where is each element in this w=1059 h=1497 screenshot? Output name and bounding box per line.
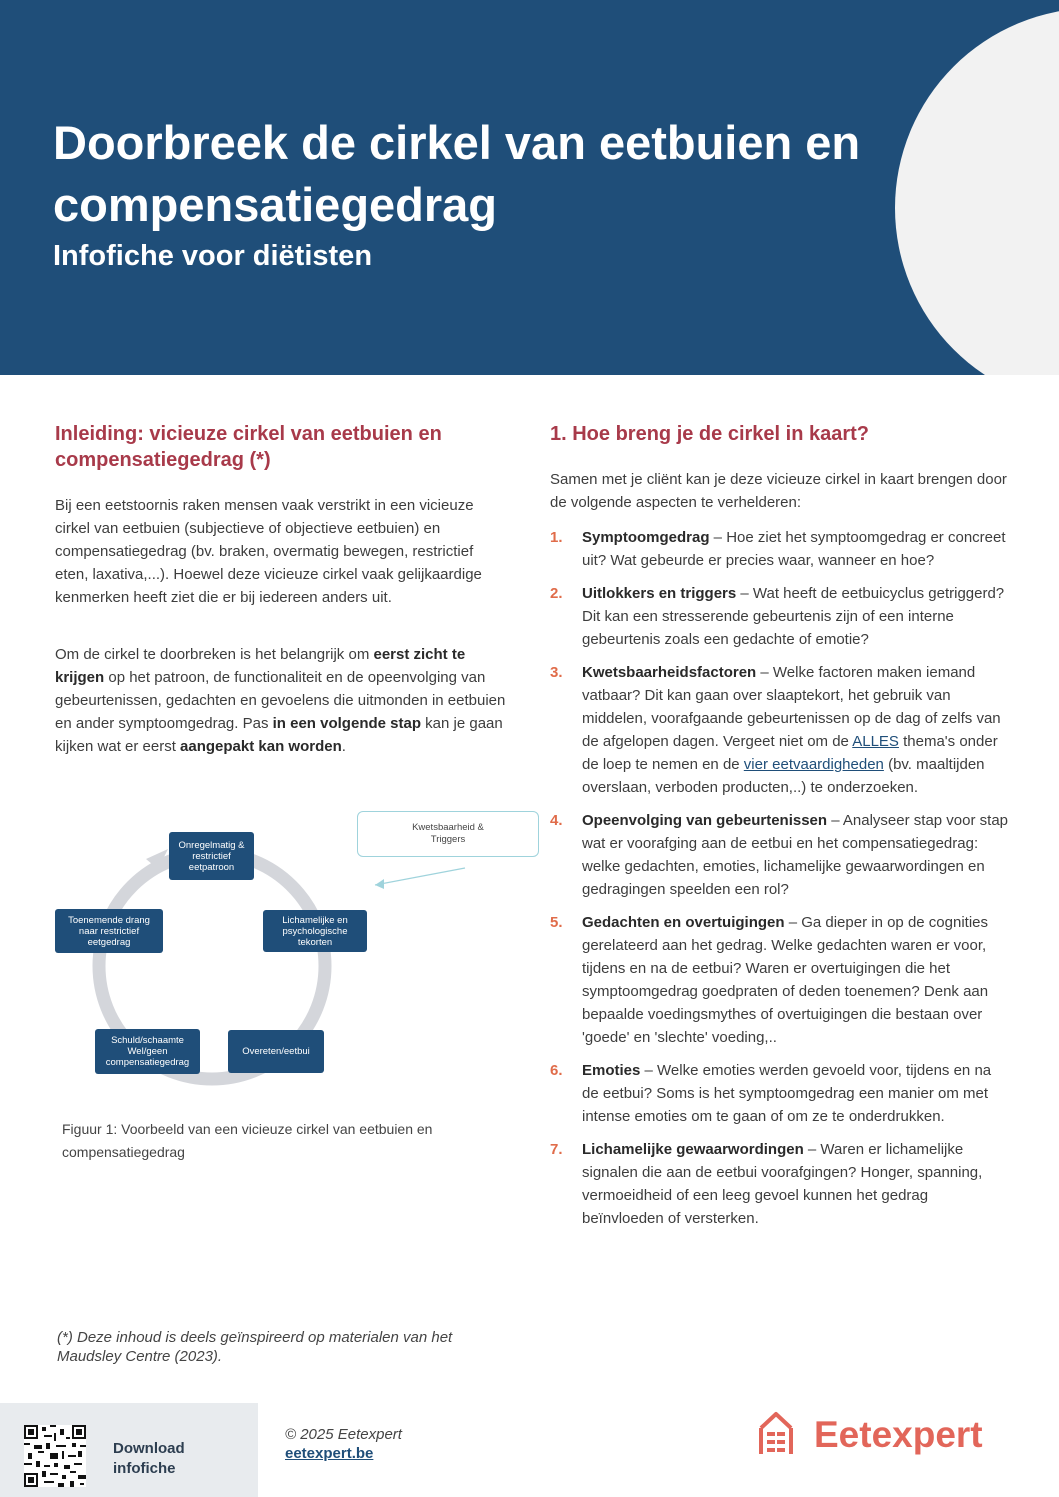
decorative-circle	[895, 8, 1059, 375]
list-item: 5. Gedachten en overtuigingen – Ga dieper in op de cognities gerelateerd aan het gedrag. Welke gedachten waren er voor, tijdens en na de eetbui? Waren er overtuigingen die het symptoomgedrag goedpraten of deden toenemen? Denk aan bepaalde voedingsmythes of overtuigingen die bestaan over 'goede' en 'slechte' voeding,..	[550, 914, 989, 1046]
website-link[interactable]: eetexpert.be	[285, 1445, 374, 1462]
list-item: 2. Uitlokkers en triggers – Wat heeft de eetbuicyclus getriggerd? Dit kan een stresserende gebeurtenis zijn of een interne gebeurtenis zoals een gedachte of emotie?	[550, 585, 1005, 648]
list-item: 6. Emoties – Welke emoties werden gevoeld voor, tijdens en na de eetbui? Soms is het symptoomgedrag een manier om met intense emoties om te gaan of om ze te onderdrukken.	[550, 1062, 992, 1125]
page-subtitle: Infofiche voor diëtisten	[53, 240, 373, 272]
figure-caption: Figuur 1: Voorbeeld van een vicieuze cirkel van eetbuien en compensatiegedrag	[62, 1121, 433, 1160]
cycle-node-restrictive-urge: Toenemende drang naar restrictief eetgedrag	[55, 909, 163, 953]
list-item: 7. Lichamelijke gewaarwordingen – Waren er lichamelijke signalen die aan de eetbui voorafgingen? Honger, spanning, vermoeidheid of een leeg gevoel kunnen het gedrag beïnvloeden of versterken.	[550, 1141, 983, 1227]
cycle-node-deficits: Lichamelijke en psychologische tekorten	[263, 910, 367, 952]
vicious-cycle-diagram	[50, 805, 545, 1095]
aspects-list	[550, 526, 1010, 1240]
footnote: (*) Deze inhoud is deels geïnspireerd op materialen van het Maudsley Centre (2023).	[57, 1329, 453, 1365]
cycle-node-binge: Overeten/eetbui	[228, 1030, 324, 1073]
vulnerability-triggers-callout: Kwetsbaarheid & Triggers	[357, 811, 539, 857]
eetexpert-logo	[757, 1410, 1007, 1460]
house-logo-icon	[757, 1410, 807, 1458]
download-panel	[0, 1403, 258, 1497]
section-1-heading: 1. Hoe breng je de cirkel in kaart?	[550, 423, 870, 445]
intro-paragraph-1: Bij een eetstoornis raken mensen vaak verstrikt in een vicieuze cirkel van eetbuien (subjectieve of objectieve eetbuien) en compensatiegedrag (bv. braken, overmatig bewegen, restrictief eten, laxativa,...). Hoewel deze vicieuze cirkel vaak gelijkaardige kenmerken heeft ziet die er bij iedereen anders uit.	[55, 497, 482, 606]
alles-link[interactable]: ALLES	[852, 733, 899, 750]
list-item: 1. Symptoomgedrag – Hoe ziet het symptoomgedrag er concreet uit? Wat gebeurde er precies waar, wanneer en hoe?	[550, 529, 1006, 569]
section-1-intro: Samen met je cliënt kan je deze vicieuze cirkel in kaart brengen door de volgende aspecten te verhelderen:	[550, 471, 1007, 511]
header-banner	[0, 0, 1059, 375]
page-title: Doorbreek de cirkel van eetbuien en compensatiegedrag	[53, 116, 861, 231]
intro-heading: Inleiding: vicieuze cirkel van eetbuien en compensatiegedrag (*)	[55, 423, 442, 471]
list-item: 4. Opeenvolging van gebeurtenissen – Analyseer stap voor stap wat er voorafging aan de eetbui en het compensatiegedrag: welke gedachten, emoties, lichamelijke gewaarwordingen en gedragingen speelden een rol?	[550, 812, 1008, 898]
intro-paragraph-2: Om de cirkel te doorbreken is het belangrijk om eerst zicht te krijgen op het patroon, de functionaliteit en de opeenvolging van gebeurtenissen, gedachten en gevoelens die uitmonden in eetbuien en ander symptoomgedrag. Pas in een volgende stap kan je gaan kijken wat er eerst aangepakt kan worden.	[55, 646, 506, 755]
copyright: © 2025 Eetexpert	[285, 1426, 402, 1443]
qr-code-icon[interactable]	[24, 1425, 86, 1487]
download-label[interactable]: Download infofiche	[113, 1440, 185, 1477]
list-item: 3. Kwetsbaarheidsfactoren – Welke factoren maken iemand vatbaar? Dit kan gaan over slaaptekort, het gebruik van middelen, voorafgaande gebeurtenissen op de dag of zelfs van de afgelopen dagen. Vergeet niet om de ALLES thema's onder de loep te nemen en de vier eetvaardigheden (bv. maaltijden overslaan, verboden producten,..) te onderzoeken.	[550, 664, 1001, 796]
cycle-node-guilt-shame: Schuld/schaamte Wel/geen compensatiegedrag	[95, 1029, 200, 1074]
vier-eetvaardigheden-link[interactable]: vier eetvaardigheden	[743, 756, 884, 773]
cycle-node-eating-pattern: Onregelmatig & restrictief eetpatroon	[169, 832, 254, 880]
brand-name: Eetexpert	[814, 1414, 983, 1455]
